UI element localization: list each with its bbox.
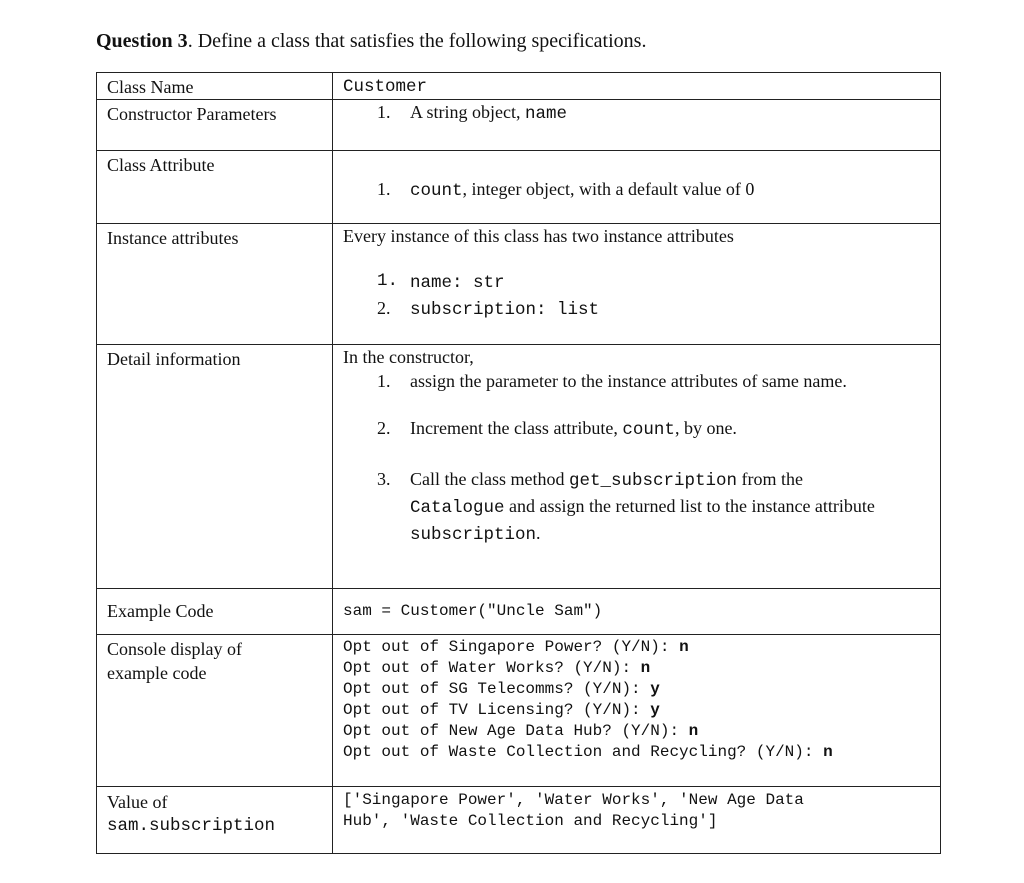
list-item	[343, 177, 930, 203]
item-code: subscription: list	[410, 300, 600, 320]
console-answer: n	[640, 659, 651, 677]
row-detail-information	[97, 345, 941, 589]
label-line: Value of	[107, 792, 168, 812]
constructor-label: Constructor Parameters	[97, 100, 333, 151]
detail-intro: In the constructor,	[343, 347, 474, 367]
item-code: get_subscription	[568, 471, 737, 491]
console-line	[343, 742, 930, 763]
row-example-code	[97, 589, 941, 635]
example-code-label: Example Code	[97, 589, 333, 635]
instance-attributes-intro: Every instance of this class has two instance attributes	[343, 226, 734, 246]
console-prompt: Opt out of Singapore Power? (Y/N):	[343, 638, 680, 656]
item-code: Catalogue	[410, 498, 505, 518]
console-prompt: Opt out of SG Telecomms? (Y/N):	[343, 680, 651, 698]
item-number: 3.	[377, 469, 391, 489]
instance-attributes-label: Instance attributes	[97, 224, 333, 345]
row-subscription-value	[97, 787, 941, 854]
item-number: 1.	[377, 102, 391, 122]
item-code: count	[622, 420, 675, 440]
console-line	[343, 700, 930, 721]
subscription-value-label	[97, 787, 333, 854]
console-answer: n	[823, 743, 833, 761]
list-item	[343, 416, 930, 442]
row-constructor	[97, 100, 941, 151]
detail-list	[343, 369, 930, 548]
label-line: example code	[107, 663, 207, 683]
detail-information-label: Detail information	[97, 345, 333, 589]
console-answer: y	[650, 680, 660, 698]
console-line	[343, 721, 930, 742]
item-text: Increment the class attribute,	[410, 418, 623, 438]
class-attribute-list	[343, 177, 930, 203]
console-line	[343, 637, 930, 658]
class-name-value: Customer	[343, 77, 428, 97]
item-code: name	[525, 104, 568, 124]
list-item	[343, 369, 930, 393]
list-item	[343, 100, 930, 126]
console-answer: n	[679, 638, 689, 656]
item-number: 1.	[377, 271, 399, 291]
item-code: count	[410, 181, 463, 201]
console-answer: y	[650, 701, 660, 719]
console-line	[343, 679, 930, 700]
item-text: and assign the returned list to the instance attribute	[504, 496, 875, 516]
console-prompt: Opt out of New Age Data Hub? (Y/N):	[343, 722, 689, 740]
list-item	[343, 296, 930, 323]
constructor-list	[343, 100, 930, 126]
class-name-label: Class Name	[97, 73, 333, 100]
question-number: Question 3	[96, 30, 188, 52]
item-text: from the	[737, 469, 803, 489]
item-number: 1.	[377, 179, 391, 199]
label-line: sam.subscription	[107, 816, 276, 836]
item-number: 2.	[377, 418, 391, 438]
question-heading	[96, 30, 646, 53]
label-line: Console display of	[107, 639, 242, 659]
console-line	[343, 658, 930, 679]
item-text: .	[536, 523, 541, 543]
item-code: name: str	[410, 273, 505, 293]
console-answer: n	[688, 722, 699, 740]
item-number: 2.	[377, 298, 391, 318]
item-text: A string object,	[410, 102, 525, 122]
item-text: , integer object, with a default value of 0	[462, 179, 755, 199]
item-text: assign the parameter to the instance attributes of same name.	[410, 371, 847, 391]
item-text: Call the class method	[410, 469, 569, 489]
console-display-label	[97, 635, 333, 787]
row-console-display	[97, 635, 941, 787]
value-line: Hub', 'Waste Collection and Recycling']	[343, 812, 718, 830]
specification-table	[96, 72, 941, 854]
question-text: . Define a class that satisfies the following specifications.	[187, 30, 647, 52]
console-output	[343, 637, 930, 763]
console-prompt: Opt out of Waste Collection and Recycling? (Y/N):	[343, 743, 824, 761]
subscription-value	[343, 790, 930, 832]
value-line: ['Singapore Power', 'Water Works', 'New Age Data	[343, 791, 804, 809]
list-item	[343, 467, 930, 548]
item-code: subscription	[410, 525, 537, 545]
console-prompt: Opt out of TV Licensing? (Y/N):	[343, 701, 651, 719]
instance-attributes-list	[343, 269, 930, 323]
row-class-name	[97, 73, 941, 100]
row-instance-attributes	[97, 224, 941, 345]
item-text: , by one.	[674, 418, 737, 438]
class-attribute-label: Class Attribute	[97, 151, 333, 224]
example-code-value: sam = Customer("Uncle Sam")	[343, 602, 603, 620]
item-number: 1.	[377, 371, 391, 391]
list-item	[343, 269, 930, 296]
console-prompt: Opt out of Water Works? (Y/N):	[343, 659, 641, 677]
row-class-attribute	[97, 151, 941, 224]
